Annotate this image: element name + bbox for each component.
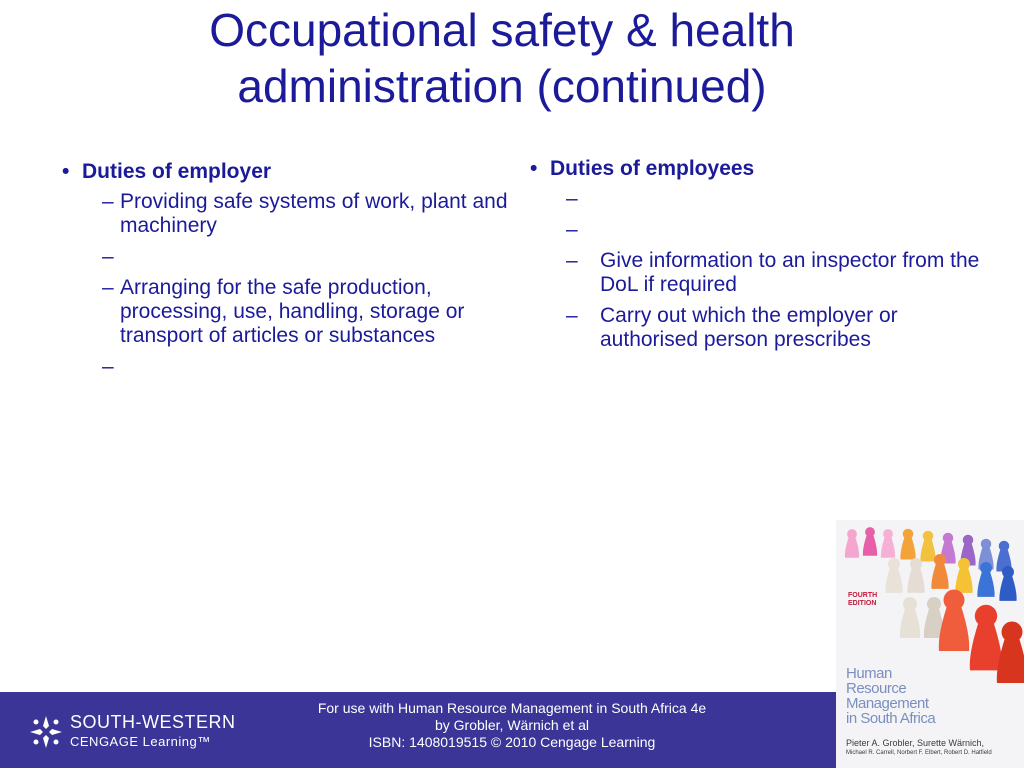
employee-duty-item [530,218,980,242]
employer-duties-column [62,160,522,386]
employee-duty-text: Give information to an inspector from the DoL if required [600,249,980,296]
employee-duty-item [530,187,980,211]
authors-line2: Michael R. Carrell, Norbert F. Elbert, Robert D. Hatfield [846,750,992,756]
book-cover-title [846,666,935,726]
game-pieces-illustration [836,520,1024,768]
book-edition-label [848,592,877,608]
employee-duty-item [530,249,980,297]
logo-line1: SOUTH-WESTERN [70,712,236,732]
footer-line1: For use with Human Resource Management in South Africa 4e [317,700,707,716]
footer-line2: by Grobler, Wärnich et al [434,717,590,733]
dash-icon: – [566,218,578,241]
bullet-icon: • [530,157,538,180]
bullet-icon: • [62,160,70,183]
employer-duty-item [62,276,522,348]
south-western-logo [28,710,243,754]
employer-duty-item [62,190,522,238]
dash-icon: – [102,276,114,299]
logo-line2: CENGAGE Learning™ [70,734,211,749]
employee-duties-column [530,157,980,359]
footer-line3: ISBN: 1408019515 © 2010 Cengage Learning [368,734,656,750]
footer-citation [262,700,762,751]
slide-title-line2: administration (continued) [237,60,767,112]
dash-icon: – [566,304,578,327]
edition-line1: FOURTH [848,592,878,599]
cover-title-line: Human [846,665,892,682]
employer-duty-text: Arranging for the safe production, processing, use, handling, storage or transport of articles or substances [120,276,465,347]
cover-title-line: Management [846,695,929,712]
book-cover-image [836,520,1024,768]
authors-line1: Pieter A. Grobler, Surette Wärnich, [846,738,985,748]
employee-duty-item [530,304,980,352]
employee-duty-text: Carry out which the employer or authorised person prescribes [600,304,898,351]
footer-bar [0,692,836,768]
employer-duty-item [62,245,522,269]
employer-duties-heading-text: Duties of employer [82,160,272,183]
slide-title [0,2,1004,114]
star-burst-icon [28,714,64,750]
dash-icon: – [102,245,114,268]
employer-duty-text: Providing safe systems of work, plant and machinery [120,190,508,237]
book-cover-authors [846,738,1022,758]
cover-title-line: Resource [846,680,907,697]
dash-icon: – [566,187,578,210]
employer-duty-item [62,355,522,379]
slide-title-line1: Occupational safety & health [209,4,795,56]
edition-line2: EDITION [848,600,877,607]
dash-icon: – [566,249,578,272]
employee-duties-heading [530,157,980,181]
dash-icon: – [102,355,114,378]
employer-duties-heading [62,160,522,184]
cover-title-line: in South Africa [846,710,936,727]
dash-icon: – [102,190,114,213]
employee-duties-heading-text: Duties of employees [550,157,755,180]
